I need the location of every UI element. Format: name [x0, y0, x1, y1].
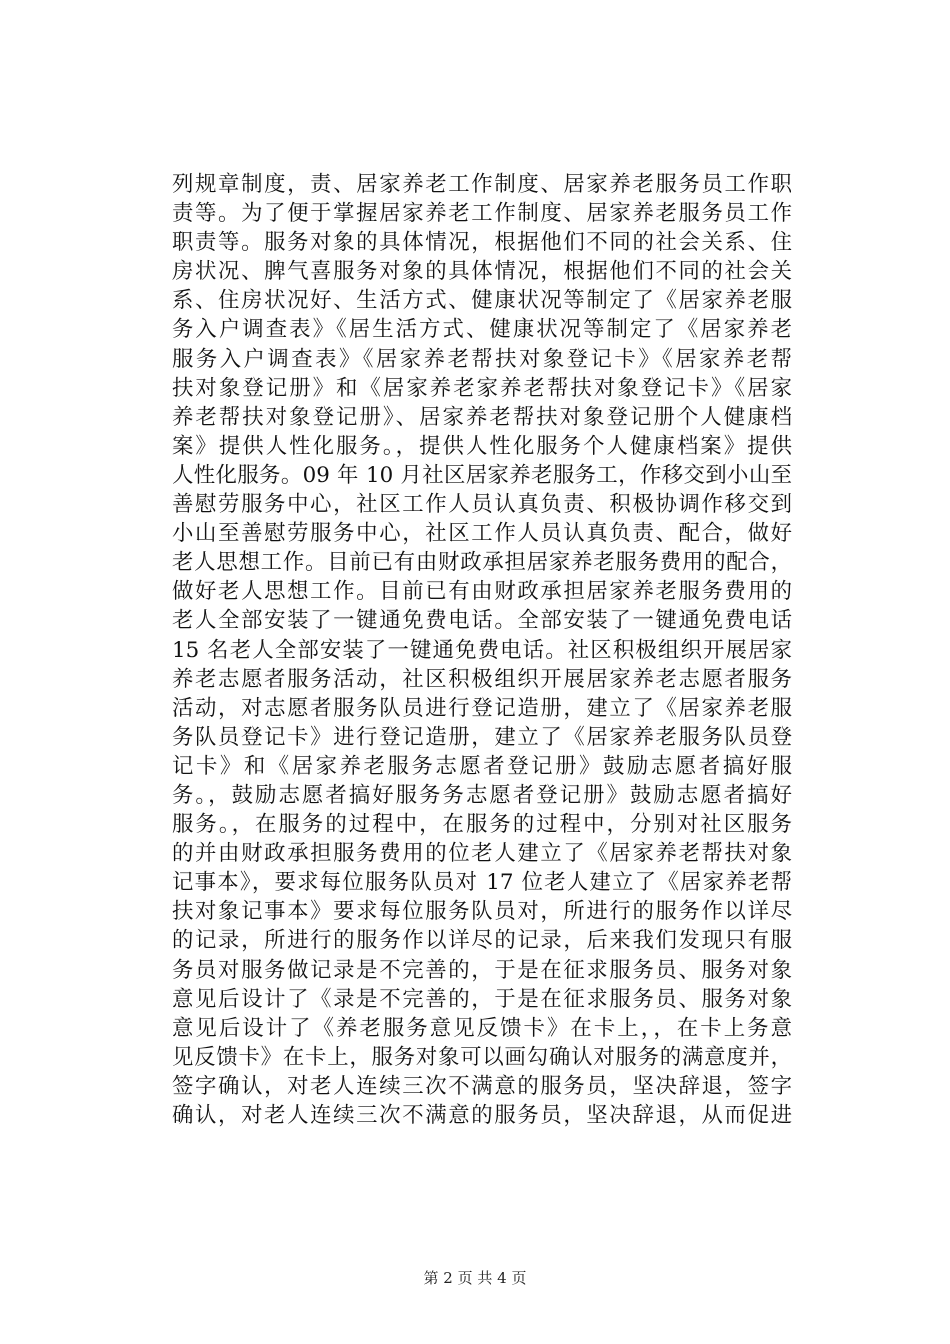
text-line: 职责等。服务对象的具体情况，根据他们不同的社会关系、住: [172, 230, 792, 256]
text-line: 意见后设计了《养老服务意见反馈卡》在卡上，，在卡上务意: [172, 1015, 792, 1041]
text-line: 见反馈卡》在卡上，服务对象可以画勾确认对服务的满意度并，: [172, 1044, 792, 1070]
text-line: 15 名老人全部安装了一键通免费电话。社区积极组织开展居家: [172, 637, 792, 663]
text-line: 做好老人思想工作。目前已有由财政承担居家养老服务费用的: [172, 579, 792, 605]
text-line: 小山至善慰劳服务中心，社区工作人员认真负责、配合，做好: [172, 521, 792, 547]
text-line: 记卡》和《居家养老服务志愿者登记册》鼓励志愿者搞好服: [172, 753, 792, 779]
text-line: 务。，鼓励志愿者搞好服务务志愿者登记册》鼓励志愿者搞好: [172, 782, 792, 808]
text-line: 案》提供人性化服务。，提供人性化服务个人健康档案》提供: [172, 433, 792, 459]
text-line: 记事本》，要求每位服务队员对 17 位老人建立了《居家养老帮: [172, 870, 792, 896]
text-line: 服务入户调查表》《居家养老帮扶对象登记卡》《居家养老帮: [172, 346, 792, 372]
text-line: 意见后设计了《录是不完善的，于是在征求服务员、服务对象: [172, 986, 792, 1012]
text-line: 扶对象登记册》和《居家养老家养老帮扶对象登记卡》《居家: [172, 375, 792, 401]
text-line: 务员对服务做记录是不完善的，于是在征求服务员、服务对象: [172, 957, 792, 983]
text-line: 系、住房状况好、生活方式、健康状况等制定了《居家养老服: [172, 288, 792, 314]
text-line: 善慰劳服务中心，社区工作人员认真负责、积极协调作移交到: [172, 492, 792, 518]
text-line: 确认，对老人连续三次不满意的服务员，坚决辞退，从而促进: [172, 1103, 792, 1128]
page-footer: 第 2 页 共 4 页: [423, 1269, 527, 1287]
text-line: 的记录，所进行的服务作以详尽的记录，后来我们发现只有服: [172, 928, 792, 954]
text-line: 老人思想工作。目前已有由财政承担居家养老服务费用的配合，: [172, 550, 792, 576]
text-line: 务入户调查表》《居生活方式、健康状况等制定了《居家养老: [172, 317, 792, 343]
text-line: 责等。为了便于掌握居家养老工作制度、居家养老服务员工作: [172, 201, 792, 227]
text-line: 列规章制度，责、居家养老工作制度、居家养老服务员工作职: [172, 172, 792, 197]
text-line: 务队员登记卡》进行登记造册，建立了《居家养老服务队员登: [172, 724, 792, 750]
body-text: [172, 170, 792, 1130]
text-line: 老人全部安装了一键通免费电话。全部安装了一键通免费电话: [172, 608, 792, 634]
text-line: 扶对象记事本》要求每位服务队员对，所进行的服务作以详尽: [172, 899, 792, 925]
text-line: 房状况、脾气喜服务对象的具体情况，根据他们不同的社会关: [172, 259, 792, 285]
text-line: 签字确认，对老人连续三次不满意的服务员，坚决辞退，签字: [172, 1073, 792, 1099]
text-line: 养老志愿者服务活动，社区积极组织开展居家养老志愿者服务: [172, 666, 792, 692]
text-line: 的并由财政承担服务费用的位老人建立了《居家养老帮扶对象: [172, 841, 792, 867]
text-line: 养老帮扶对象登记册》、居家养老帮扶对象登记册个人健康档: [172, 404, 792, 430]
text-line: 人性化服务。09 年 10 月社区居家养老服务工，作移交到小山至: [172, 462, 792, 488]
text-line: 服务。，在服务的过程中，在服务的过程中，分别对社区服务: [172, 812, 792, 838]
text-line: 活动，对志愿者服务队员进行登记造册，建立了《居家养老服: [172, 695, 792, 721]
